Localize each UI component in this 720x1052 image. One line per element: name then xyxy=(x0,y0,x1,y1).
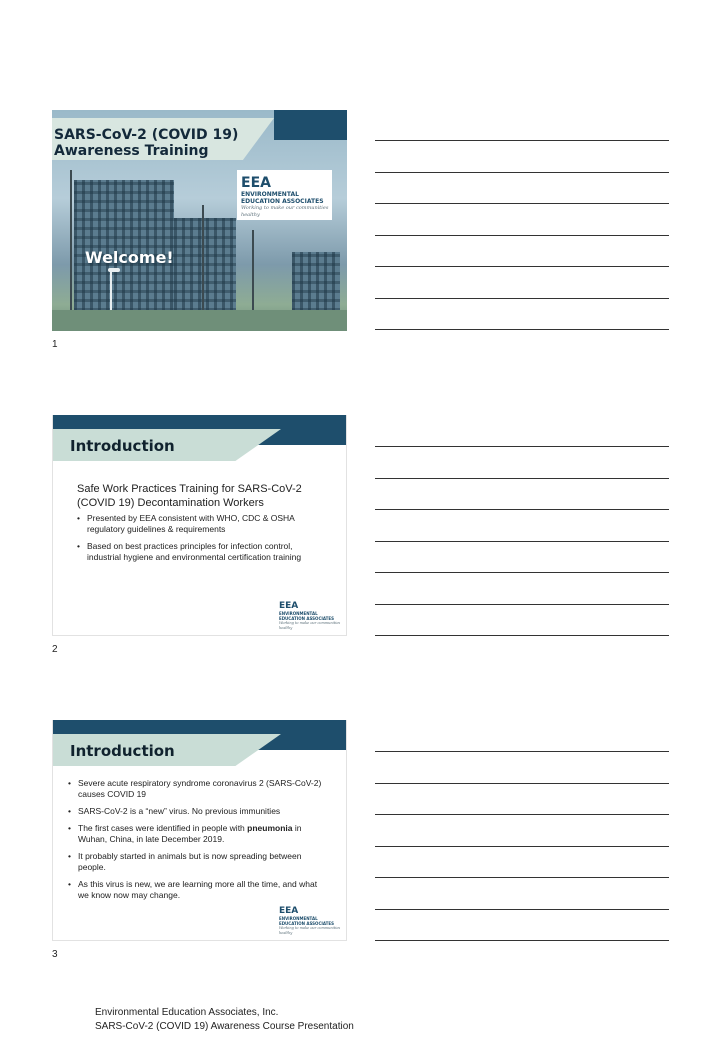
list-item-text: in Wuhan, China, in late December 2019. xyxy=(78,823,302,844)
slide-title: Introduction xyxy=(70,742,175,760)
list-item: • As this virus is new, we are learning more all the time, and what we know now may change. xyxy=(68,879,328,901)
bullet-list xyxy=(77,513,317,569)
welcome-text: Welcome! xyxy=(85,248,174,267)
logo-name-2: EDUCATION ASSOCIATES xyxy=(279,921,335,926)
note-line xyxy=(375,909,669,910)
note-line xyxy=(375,751,669,752)
logo-tagline: Working to make our communities healthy xyxy=(279,621,341,630)
list-item: • Based on best practices principles for infection control, industrial hygiene and environmental certification training xyxy=(77,541,317,563)
note-line xyxy=(375,446,669,447)
logo-name-2: EDUCATION ASSOCIATES xyxy=(279,616,335,621)
note-line xyxy=(375,814,669,815)
notes-lines xyxy=(375,140,669,361)
note-line xyxy=(375,172,669,173)
header-bar xyxy=(274,110,347,140)
logo-mark: EEA xyxy=(279,906,299,916)
note-line xyxy=(375,203,669,204)
page-footer xyxy=(95,1006,354,1034)
note-line xyxy=(375,846,669,847)
note-line xyxy=(375,140,669,141)
slide-3 xyxy=(52,720,347,941)
list-item xyxy=(68,823,328,845)
building-image xyxy=(174,218,236,320)
logo-mark: EEA xyxy=(279,601,299,611)
logo-name-1: ENVIRONMENTAL xyxy=(241,191,299,198)
emphasis-pneumonia: pneumonia xyxy=(247,823,293,833)
list-item-text: The first cases were identified in people with xyxy=(78,823,248,833)
list-item: • SARS-CoV-2 is a “new” virus. No previous immunities xyxy=(68,806,328,817)
slide-number: 1 xyxy=(52,339,58,350)
eea-logo xyxy=(279,601,346,631)
footer-company: Environmental Education Associates, Inc. xyxy=(95,1007,279,1018)
logo-name-2: EDUCATION ASSOCIATES xyxy=(241,198,324,205)
note-line xyxy=(375,604,669,605)
lawn xyxy=(52,310,347,331)
slide-title: Introduction xyxy=(70,437,175,455)
slide-title xyxy=(54,127,238,159)
slide-number: 3 xyxy=(52,949,58,960)
note-line xyxy=(375,235,669,236)
slide-2 xyxy=(52,415,347,636)
logo-panel xyxy=(237,170,332,220)
note-line xyxy=(375,572,669,573)
list-item: • Presented by EEA consistent with WHO, CDC & OSHA regulatory guidelines & requirements xyxy=(77,513,317,535)
note-line xyxy=(375,635,669,636)
logo-tagline: Working to make our communities healthy xyxy=(241,205,329,218)
slide-number: 2 xyxy=(52,644,58,655)
tree-image xyxy=(252,230,254,320)
title-line-2: Awareness Training xyxy=(54,143,209,159)
logo-tagline: Working to make our communities healthy xyxy=(279,926,341,935)
footer-course: SARS-CoV-2 (COVID 19) Awareness Course Presentation xyxy=(95,1021,354,1032)
notes-lines xyxy=(375,446,669,667)
note-line xyxy=(375,940,669,941)
note-line xyxy=(375,266,669,267)
list-item: • Severe acute respiratory syndrome coronavirus 2 (SARS-CoV-2) causes COVID 19 xyxy=(68,778,328,800)
tree-image xyxy=(70,170,72,320)
slide-1 xyxy=(52,110,347,331)
logo-name-1: ENVIRONMENTAL xyxy=(279,611,318,616)
note-line xyxy=(375,298,669,299)
lamp-head xyxy=(108,268,120,272)
note-line xyxy=(375,329,669,330)
note-line xyxy=(375,877,669,878)
list-item: • It probably started in animals but is now spreading between people. xyxy=(68,851,328,873)
note-line xyxy=(375,509,669,510)
tree-image xyxy=(202,205,204,320)
note-line xyxy=(375,478,669,479)
title-line-1: SARS-CoV-2 (COVID 19) xyxy=(54,127,239,143)
bullet-list xyxy=(68,778,328,907)
note-line xyxy=(375,783,669,784)
eea-logo xyxy=(241,176,332,219)
notes-lines xyxy=(375,751,669,972)
note-line xyxy=(375,541,669,542)
logo-name-1: ENVIRONMENTAL xyxy=(279,916,318,921)
eea-logo xyxy=(279,906,346,936)
logo-mark: EEA xyxy=(241,175,271,191)
lead-text: Safe Work Practices Training for SARS-CoV-2 (COVID 19) Decontamination Workers xyxy=(77,483,302,509)
